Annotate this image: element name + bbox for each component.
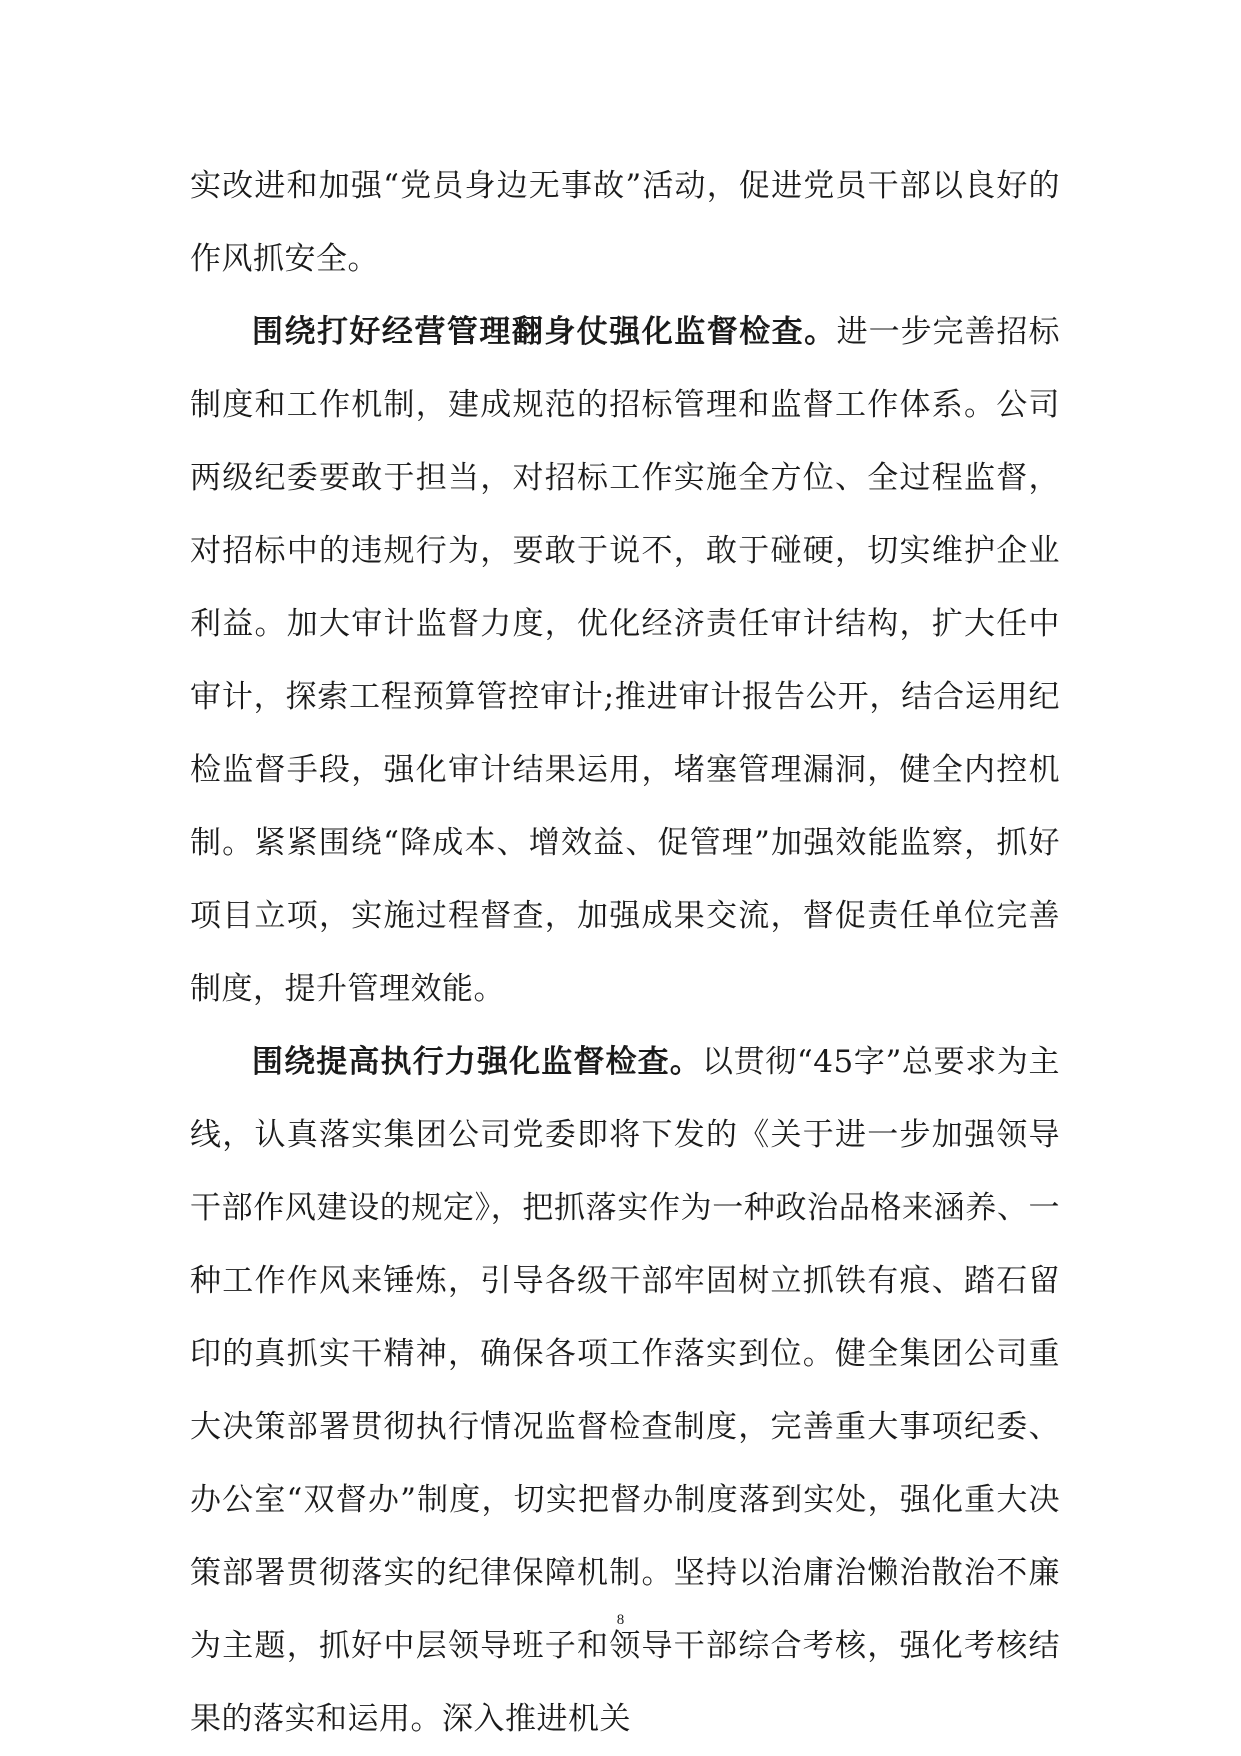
paragraph-execution-supervision <box>190 1026 1060 1756</box>
paragraph-continuation <box>190 150 1060 296</box>
paragraph-text: 以贯彻“45字”总要求为主线，认真落实集团公司党委即将下发的《关于进一步加强领导干部作风建设的规定》，把抓落实作为一种政治品格来涵养、一种工作作风来锤炼，引导各级干部牢固树立抓铁有痕、踏石留印的真抓实干精神，确保各项工作落实到位。健全集团公司重大决策部署贯彻执行情况监督检查制度，完善重大事项纪委、办公室“双督办”制度，切实把督办制度落到实处，强化重大决策部署贯彻落实的纪律保障机制。坚持以治庸治懒治散治不廉为主题，抓好中层领导班子和领导干部综合考核，强化考核结果的落实和运用。深入推进机关 <box>190 1044 1060 1737</box>
paragraph-heading: 围绕提高执行力强化监督检查。 <box>252 1044 702 1080</box>
paragraph-text: 实改进和加强“党员身边无事故”活动，促进党员干部以良好的作风抓安全。 <box>190 168 1060 277</box>
page-number: 8 <box>616 1612 625 1628</box>
paragraph-heading: 围绕打好经营管理翻身仗强化监督检查。 <box>252 314 837 350</box>
paragraph-text: 进一步完善招标制度和工作机制，建成规范的招标管理和监督工作体系。公司两级纪委要敢于担当，对招标工作实施全方位、全过程监督，对招标中的违规行为，要敢于说不，敢于碰硬，切实维护企业利益。加大审计监督力度，优化经济责任审计结构，扩大任中审计，探索工程预算管控审计;推进审计报告公开，结合运用纪检监督手段，强化审计结果运用，堵塞管理漏洞，健全内控机制。紧紧围绕“降成本、增效益、促管理”加强效能监察，抓好项目立项，实施过程督查，加强成果交流，督促责任单位完善制度，提升管理效能。 <box>190 314 1060 1007</box>
document-body <box>190 150 1060 1756</box>
paragraph-bidding-supervision <box>190 296 1060 1026</box>
